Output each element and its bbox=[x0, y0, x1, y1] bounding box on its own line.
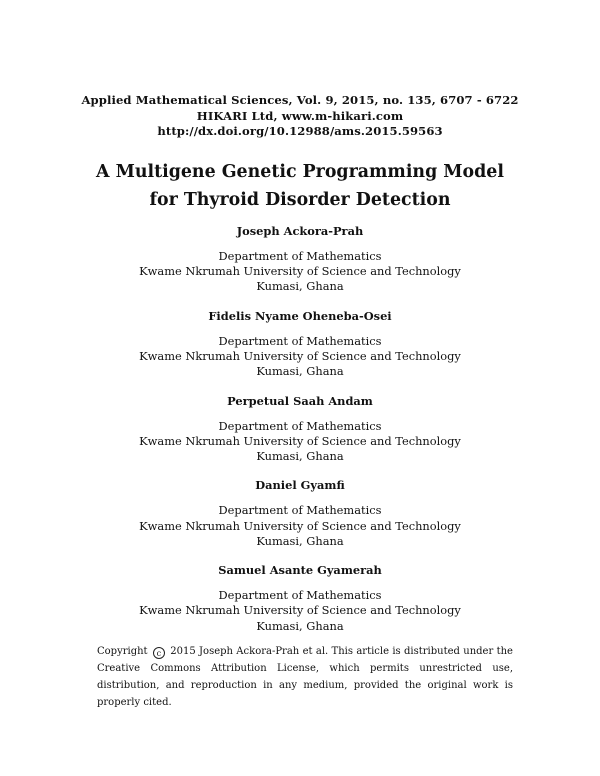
author-university: Kwame Nkrumah University of Science and Technology bbox=[139, 264, 461, 279]
author-department: Department of Mathematics bbox=[218, 333, 382, 348]
title-line-2: for Thyroid Disorder Detection bbox=[149, 190, 451, 210]
author-name: Daniel Gyamfi bbox=[255, 478, 345, 493]
author-department: Department of Mathematics bbox=[218, 588, 382, 603]
copyright-text: 2015 Joseph Ackora-Prah et al. This article is distributed under the Creative Commons Attribution License, which permits unrestricted use, distribution, and reproduction in any medium, provided the original work is properly cited. bbox=[97, 646, 513, 708]
publisher-line: HIKARI Ltd, www.m-hikari.com bbox=[196, 108, 404, 123]
author-block bbox=[0, 309, 600, 394]
title-line-1: A Multigene Genetic Programming Model bbox=[96, 162, 504, 182]
author-block bbox=[0, 394, 600, 479]
author-name: Samuel Asante Gyamerah bbox=[218, 563, 382, 578]
author-department: Department of Mathematics bbox=[218, 503, 382, 518]
author-university: Kwame Nkrumah University of Science and Technology bbox=[139, 349, 461, 363]
author-block bbox=[0, 563, 600, 648]
author-name: Joseph Ackora-Prah bbox=[236, 224, 364, 238]
doi-link[interactable]: http://dx.doi.org/10.12988/ams.2015.59563 bbox=[157, 124, 443, 138]
author-university: Kwame Nkrumah University of Science and Technology bbox=[139, 603, 461, 618]
copyright-prefix: Copyright bbox=[97, 646, 148, 657]
copyright-icon: c bbox=[153, 647, 165, 659]
author-location: Kumasi, Ghana bbox=[256, 618, 344, 633]
author-department: Department of Mathematics bbox=[218, 249, 382, 263]
journal-header bbox=[0, 93, 600, 140]
author-location: Kumasi, Ghana bbox=[256, 449, 344, 463]
author-list bbox=[0, 224, 600, 648]
author-location: Kumasi, Ghana bbox=[256, 364, 344, 379]
author-block bbox=[0, 478, 600, 563]
author-block bbox=[0, 224, 600, 309]
author-university: Kwame Nkrumah University of Science and Technology bbox=[139, 518, 461, 533]
paper-title bbox=[0, 158, 600, 214]
author-location: Kumasi, Ghana bbox=[256, 533, 344, 548]
author-department: Department of Mathematics bbox=[218, 418, 382, 433]
author-name: Perpetual Saah Andam bbox=[227, 393, 373, 408]
author-name: Fidelis Nyame Oheneba-Osei bbox=[208, 308, 392, 323]
journal-citation: Applied Mathematical Sciences, Vol. 9, 2015, no. 135, 6707 - 6722 bbox=[81, 93, 519, 107]
author-location: Kumasi, Ghana bbox=[256, 279, 344, 294]
copyright-notice bbox=[97, 643, 513, 711]
author-university: Kwame Nkrumah University of Science and Technology bbox=[139, 433, 461, 448]
